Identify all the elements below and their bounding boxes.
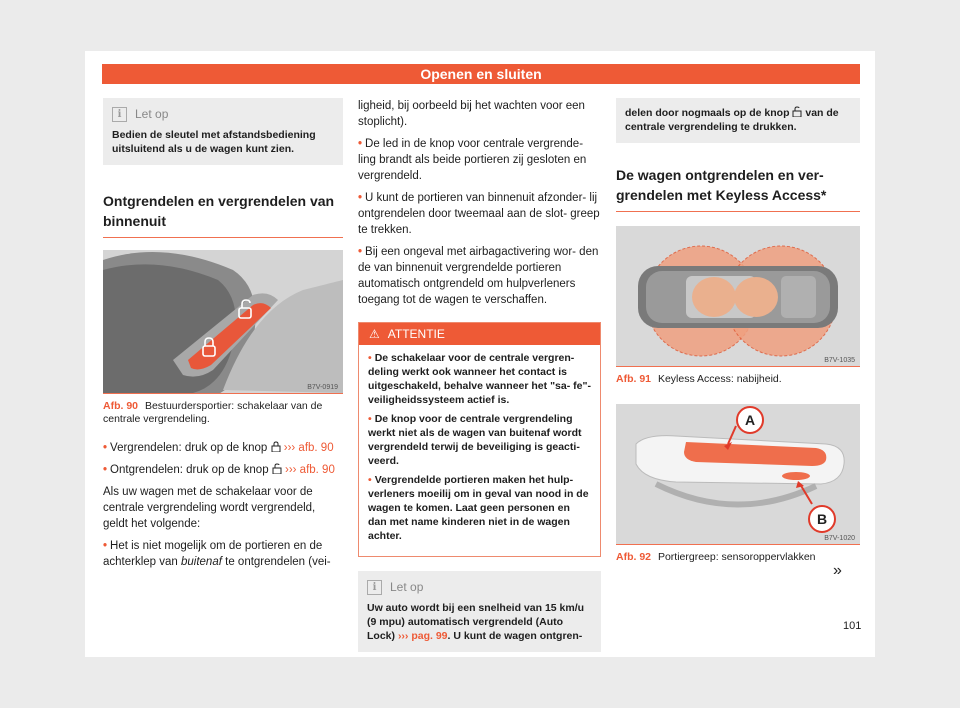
section-title: De wagen ontgrendelen en ver- grendelen met Keyless Access* [616, 165, 860, 212]
paragraph-continued: ligheid, bij oorbeeld bij het wachten voor een stoplicht). [358, 100, 585, 128]
note-box [103, 98, 343, 165]
warning-triangle-icon: ⚠ [369, 327, 380, 341]
caption-text: Keyless Access: nabijheid. [657, 373, 782, 385]
page-header: Openen en sluiten [102, 64, 860, 84]
warning-item: • De knop voor de centrale vergrendeling werkt niet als de wagen van buitenaf wordt vergrendeld terwij de beveiliging is geacti- veerd. [368, 413, 582, 467]
caption-text: Portiergreep: sensoroppervlakken [657, 551, 816, 563]
bullet-item: • Bij een ongeval met airbagactivering wor- den de van binnenuit vergrendelde portieren automatisch ontgrendeld om hulpverleners toegang tot de wagen te verschaffen. [358, 246, 599, 306]
figure-number: Afb. 91 [616, 373, 652, 385]
column-3 [616, 98, 860, 564]
warning-item: • De schakelaar voor de centrale vergren- deling werkt ook wanneer het contact is uitgeschakeld, behalve wanneer het "sa- fe"-veiligheidssysteem actief is. [368, 352, 591, 406]
info-icon: i [367, 580, 382, 595]
note-title: Let op [135, 107, 169, 121]
info-icon: i [112, 107, 127, 122]
caption-text: Bestuurdersportier: schakelaar van de centrale vergrendeling. [103, 400, 323, 425]
column-2 [358, 98, 601, 652]
lock-icon [271, 441, 281, 452]
continue-marker: » [833, 562, 842, 579]
figure-reference-link[interactable]: ››› afb. 90 [283, 442, 334, 454]
figure-caption [616, 373, 860, 386]
figure-code: B7V-1035 [824, 357, 855, 364]
section-title: Ontgrendelen en vergrendelen van binnenuit [103, 191, 343, 238]
figure-number: Afb. 90 [103, 400, 139, 412]
figure-code: B7V-0919 [307, 384, 338, 391]
figure-code: B7V-1020 [824, 535, 855, 542]
label-b: B [816, 511, 828, 527]
page-number: 101 [843, 620, 862, 632]
paragraph: Als uw wagen met de schakelaar voor de centrale vergrendeling wordt vergrendeld, geldt het volgende: [103, 486, 316, 530]
figure-door-switch [103, 250, 343, 394]
label-a: A [744, 412, 756, 428]
bullet-unlock: • Ontgrendelen: druk op de knop ››› afb. 90 [103, 464, 335, 476]
car-topview-illustration [616, 226, 860, 366]
bullet-item: • De led in de knop voor centrale vergrende- ling brandt als beide portieren zij gesloten en vergrendeld. [358, 138, 587, 182]
page-reference-link[interactable]: ››› pag. 99 [397, 630, 448, 642]
door-handle-illustration [616, 404, 860, 544]
figure-caption [103, 400, 343, 426]
figure-number: Afb. 92 [616, 551, 652, 563]
note-title: Let op [390, 580, 424, 594]
unlock-icon [792, 106, 802, 117]
figure-caption [616, 551, 860, 564]
figure-reference-link[interactable]: ››› afb. 90 [285, 464, 335, 476]
column-1 [103, 98, 343, 576]
warning-title: ATTENTIE [387, 327, 445, 341]
bullet-item: • Het is niet mogelijk om de portieren en de achterklep van buitenaf te ontgrendelen (vei- [103, 540, 331, 568]
bullet-lock: • Vergrendelen: druk op de knop ››› afb. 90 [103, 442, 334, 454]
warning-box [358, 322, 601, 557]
note-box [358, 571, 601, 652]
note-text: Uw auto wordt bij een snelheid van 15 km/u (9 mpu) automatisch vergrendeld (Auto Lock) ››› pag. 99. U kunt de wagen ontgren- [367, 602, 585, 642]
warning-item: • Vergrendelde portieren maken het hulp- verleners moeilij om in geval van nood in de wagen te komen. Laat geen personen en dan met name kinderen niet in de wagen achter. [368, 474, 589, 542]
bullet-item: • U kunt de portieren van binnenuit afzonder- lij ontgrendelen door tweemaal aan de slot- greep te trekken. [358, 192, 600, 236]
door-switch-illustration [103, 250, 343, 393]
unlock-icon [272, 463, 282, 474]
figure-keyless-proximity [616, 226, 860, 367]
figure-door-handle [616, 404, 860, 545]
note-box-continued: delen door nogmaals op de knop van de centrale vergrendeling te drukken. [616, 98, 860, 143]
note-text: Bedien de sleutel met afstandsbediening uitsluitend als u de wagen kunt zien. [112, 129, 316, 155]
